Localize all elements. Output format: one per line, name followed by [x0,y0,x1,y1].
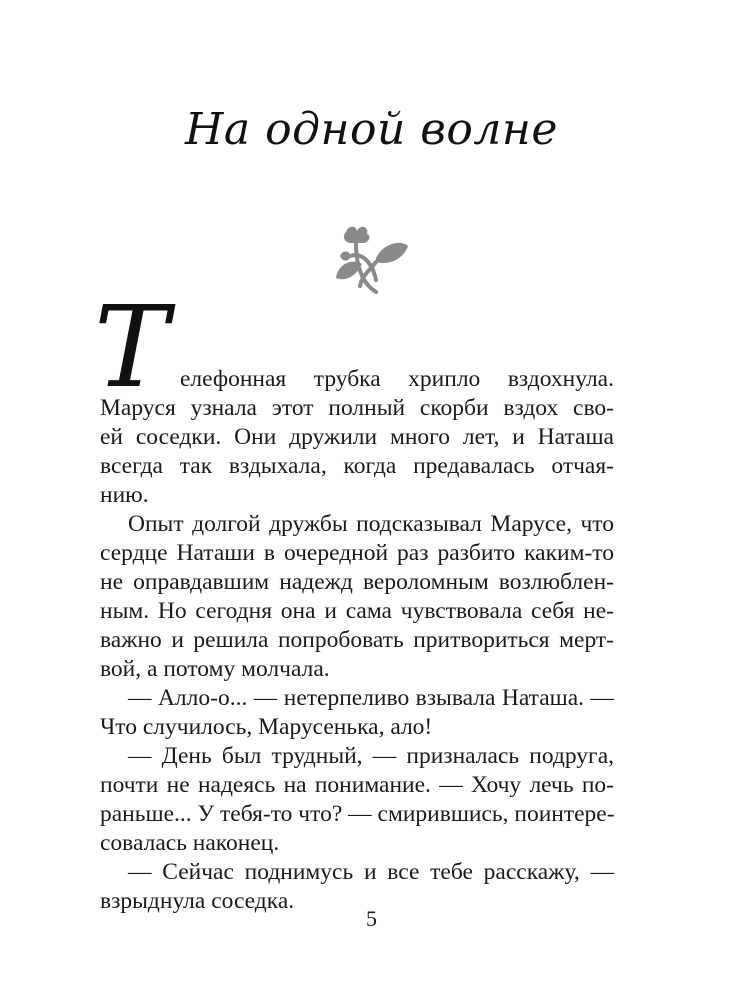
text-line: Опыт долгой дружбы подсказывал Марусе, что [128,511,614,537]
text-line: — Сейчас поднимусь и все тебе расскажу, — [128,859,614,885]
text-line: ным. Но сегодня она и сама чувствовала себя не- [100,598,614,624]
text-line: — Алло-о... — нетерпеливо взывала Наташа. — [128,685,614,711]
text-line: ей соседки. Они дружили много лет, и Наташа [100,424,614,450]
drop-cap: Т [94,283,169,413]
page-number: 5 [366,906,377,931]
chapter-title: На одной волне [185,104,558,155]
text-line: важно и решила попробовать притвориться мерт- [100,627,614,653]
text-line: — День был трудный, — призналась подруга, [128,743,614,769]
text-line: Маруся узнала этот полный скорби вздох сво- [100,395,614,421]
text-line: Что случилось, Марусенька, ало! [100,714,433,740]
text-line: вой, а потому молчала. [100,656,330,682]
text-line: совалась наконец. [100,830,280,856]
text-line: елефонная трубка хрипло вздохнула. [180,366,614,392]
text-line: сердце Наташи в очередной раз разбито каким-то [100,540,614,566]
text-line: нию. [100,482,149,508]
floral-sprig-icon [332,222,410,298]
text-line: не оправдавшим надежд вероломным возлюблен- [100,569,614,595]
text-line: раньше... У тебя-то что? — смирившись, поинтере- [100,801,615,827]
text-line: всегда так вздыхала, когда предавалась отчая- [100,453,614,479]
text-line: взрыднула соседка. [100,888,295,914]
text-line: почти не надеясь на понимание. — Хочу лечь по- [100,772,614,798]
